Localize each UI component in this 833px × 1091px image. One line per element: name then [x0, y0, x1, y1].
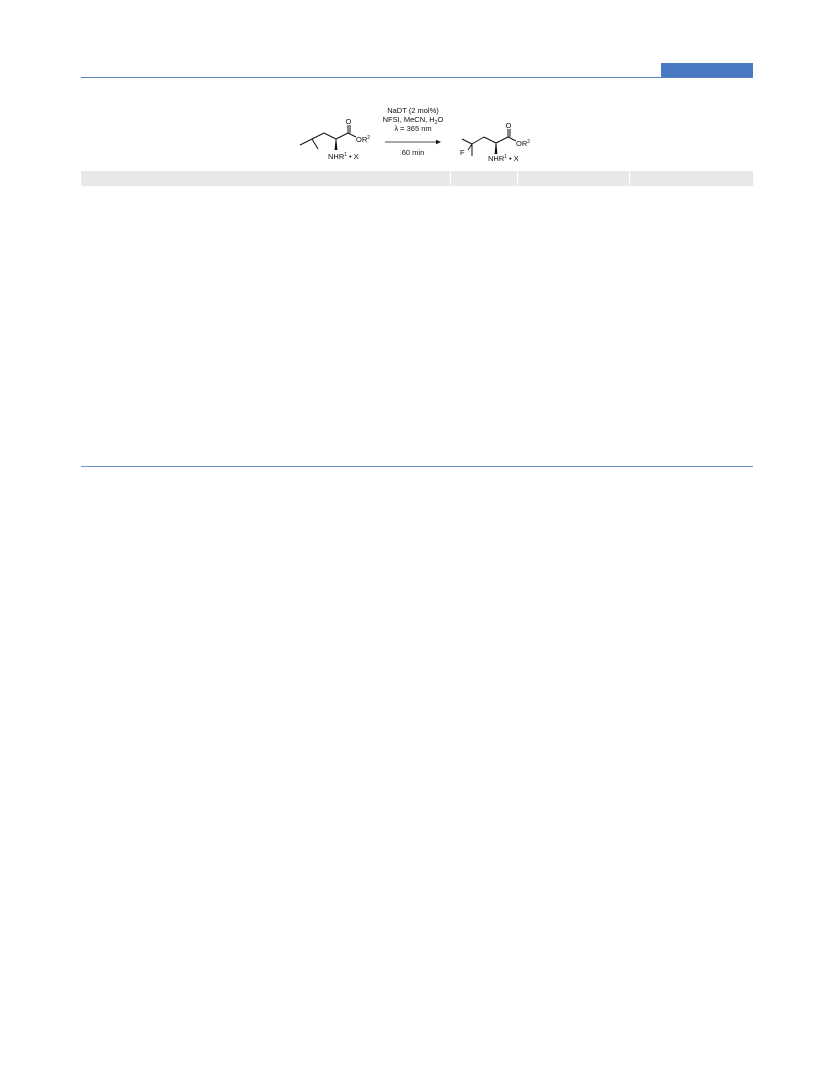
- column-divider: [450, 171, 451, 186]
- wavelength-label: λ = 365 nm: [394, 124, 432, 133]
- catalyst-label: NaDT (2 mol%): [387, 106, 439, 115]
- table-header-row: [81, 171, 753, 186]
- column-divider: [629, 171, 630, 186]
- reagents-label: NFSI, MeCN, $H_2O$: [382, 115, 444, 126]
- time-label: 60 min: [401, 148, 425, 157]
- product-carbonyl-o: O: [505, 121, 512, 130]
- column-divider: [517, 171, 518, 186]
- reactant-wedge-bond: [335, 139, 338, 150]
- product-ester: $OR^2$: [516, 139, 531, 148]
- reactant-carbonyl-o: O: [345, 117, 352, 126]
- reaction-scheme: [290, 104, 550, 170]
- product-wedge-bond: [495, 143, 498, 154]
- arrowhead: [436, 140, 441, 144]
- header-rule: [81, 77, 753, 78]
- reaction-scheme-svg: [290, 104, 550, 170]
- reactant-ester: $OR^2$: [356, 135, 371, 144]
- product-structure: [462, 129, 516, 156]
- header-accent-tab: [661, 63, 753, 77]
- product-amine: NHR$^1$ • X: [488, 154, 519, 163]
- table-bottom-rule: [81, 466, 753, 467]
- reactant-structure: [300, 125, 356, 149]
- reactant-amine: NHR$^1$ • X: [328, 152, 359, 161]
- product-fluorine: F: [460, 148, 465, 157]
